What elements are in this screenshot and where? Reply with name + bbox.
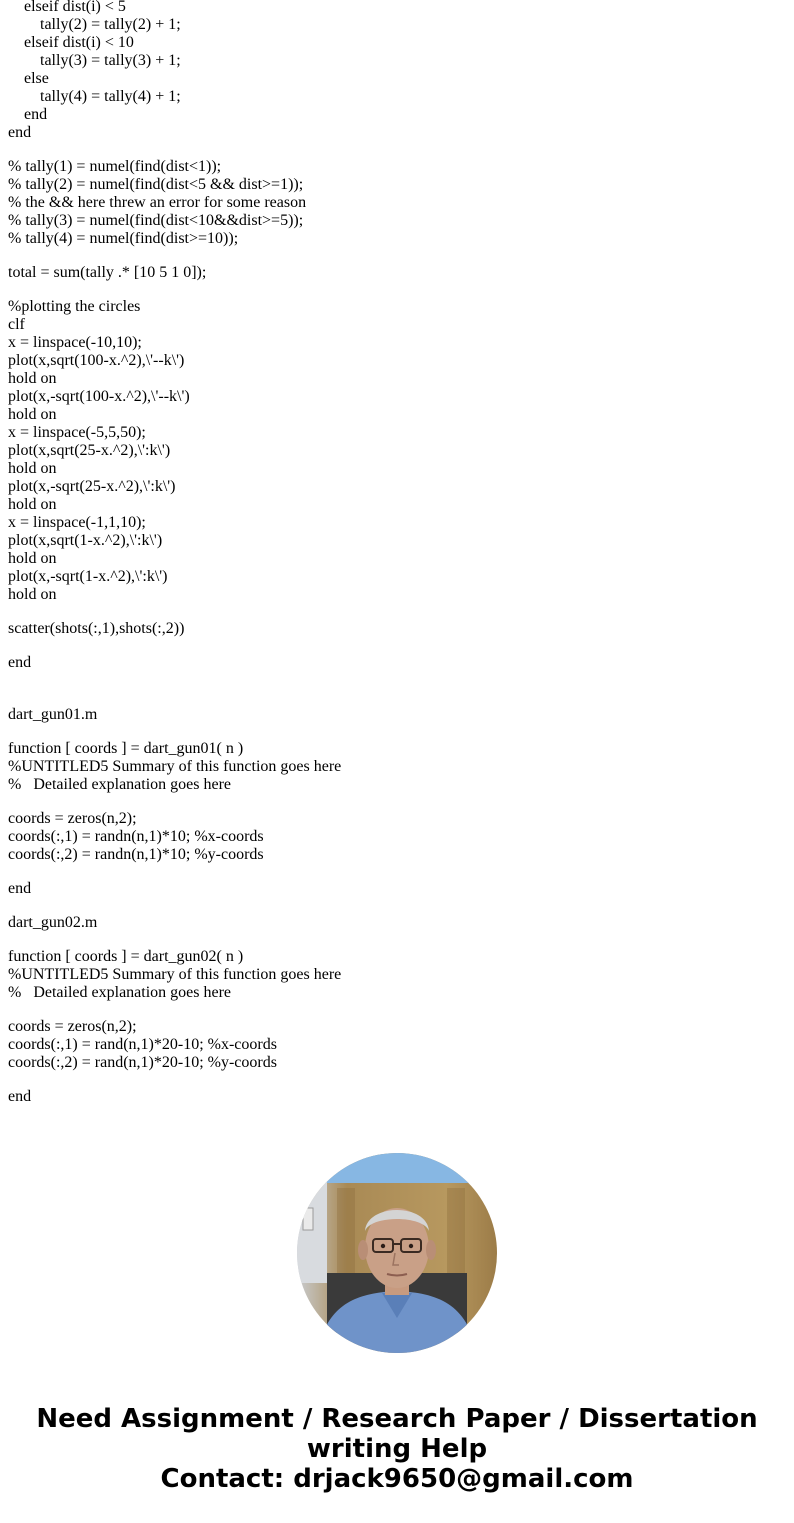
code-line: elseif dist(i) < 10 xyxy=(24,34,134,51)
cta-subheadline: writing Help xyxy=(306,1434,488,1464)
comment-line: %UNTITLED5 Summary of this function goes here xyxy=(8,966,342,983)
code-line: hold on xyxy=(8,496,57,513)
code-line: hold on xyxy=(8,550,57,567)
code-line: x = linspace(-5,5,50); xyxy=(8,424,146,441)
filename-dart-gun02: dart_gun02.m xyxy=(8,914,98,931)
scatter-line: scatter(shots(:,1),shots(:,2)) xyxy=(8,620,185,637)
comment-line: % tally(2) = numel(find(dist<5 && dist>=1)); xyxy=(8,176,304,193)
code-line: tally(3) = tally(3) + 1; xyxy=(40,52,181,69)
comment-line: % tally(1) = numel(find(dist<1)); xyxy=(8,158,222,175)
code-line: coords = zeros(n,2); xyxy=(8,1018,137,1035)
comment-line: % tally(3) = numel(find(dist<10&&dist>=5)); xyxy=(8,212,304,229)
code-line: %plotting the circles xyxy=(8,298,141,315)
code-line: coords(:,1) = rand(n,1)*20-10; %x-coords xyxy=(8,1036,277,1053)
total-line: total = sum(tally .* [10 5 1 0]); xyxy=(8,264,207,281)
code-line: tally(4) = tally(4) + 1; xyxy=(40,88,181,105)
code-line: coords(:,1) = randn(n,1)*10; %x-coords xyxy=(8,828,264,845)
comment-line: % Detailed explanation goes here xyxy=(8,984,232,1001)
code-line: coords(:,2) = randn(n,1)*10; %y-coords xyxy=(8,846,264,863)
code-line: else xyxy=(24,70,49,87)
comment-line: % tally(4) = numel(find(dist>=10)); xyxy=(8,230,239,247)
function-signature: function [ coords ] = dart_gun02( n ) xyxy=(8,948,244,965)
code-line: coords = zeros(n,2); xyxy=(8,810,137,827)
person-portrait-icon xyxy=(297,1153,497,1353)
code-line: elseif dist(i) < 5 xyxy=(24,0,126,15)
code-line: end xyxy=(24,106,48,123)
function-signature: function [ coords ] = dart_gun01( n ) xyxy=(8,740,244,757)
code-line: plot(x,sqrt(25-x.^2),\':k\') xyxy=(8,442,171,459)
code-line: x = linspace(-1,1,10); xyxy=(8,514,146,531)
code-line: x = linspace(-10,10); xyxy=(8,334,142,351)
code-line: plot(x,-sqrt(1-x.^2),\':k\') xyxy=(8,568,168,585)
code-line: hold on xyxy=(8,586,57,603)
comment-line: % Detailed explanation goes here xyxy=(8,776,232,793)
code-line: plot(x,-sqrt(25-x.^2),\':k\') xyxy=(8,478,176,495)
code-line: tally(2) = tally(2) + 1; xyxy=(40,16,181,33)
contact-email: Contact: drjack9650@gmail.com xyxy=(160,1464,634,1494)
code-line: end xyxy=(8,124,32,141)
code-listing xyxy=(8,0,768,1106)
end-line: end xyxy=(8,880,32,897)
avatar xyxy=(297,1153,497,1353)
contact-banner xyxy=(0,1404,794,1494)
code-line: clf xyxy=(8,316,25,333)
code-line: hold on xyxy=(8,460,57,477)
code-line: hold on xyxy=(8,370,57,387)
end-line: end xyxy=(8,654,32,671)
filename-dart-gun01: dart_gun01.m xyxy=(8,706,98,723)
comment-line: % the && here threw an error for some reason xyxy=(8,194,307,211)
code-line: plot(x,sqrt(1-x.^2),\':k\') xyxy=(8,532,163,549)
code-line: hold on xyxy=(8,406,57,423)
code-line: plot(x,-sqrt(100-x.^2),\'--k\') xyxy=(8,388,190,405)
code-line: plot(x,sqrt(100-x.^2),\'--k\') xyxy=(8,352,185,369)
end-line: end xyxy=(8,1088,32,1105)
comment-line: %UNTITLED5 Summary of this function goes here xyxy=(8,758,342,775)
cta-headline: Need Assignment / Research Paper / Dissertation xyxy=(36,1404,758,1434)
code-line: coords(:,2) = rand(n,1)*20-10; %y-coords xyxy=(8,1054,277,1071)
